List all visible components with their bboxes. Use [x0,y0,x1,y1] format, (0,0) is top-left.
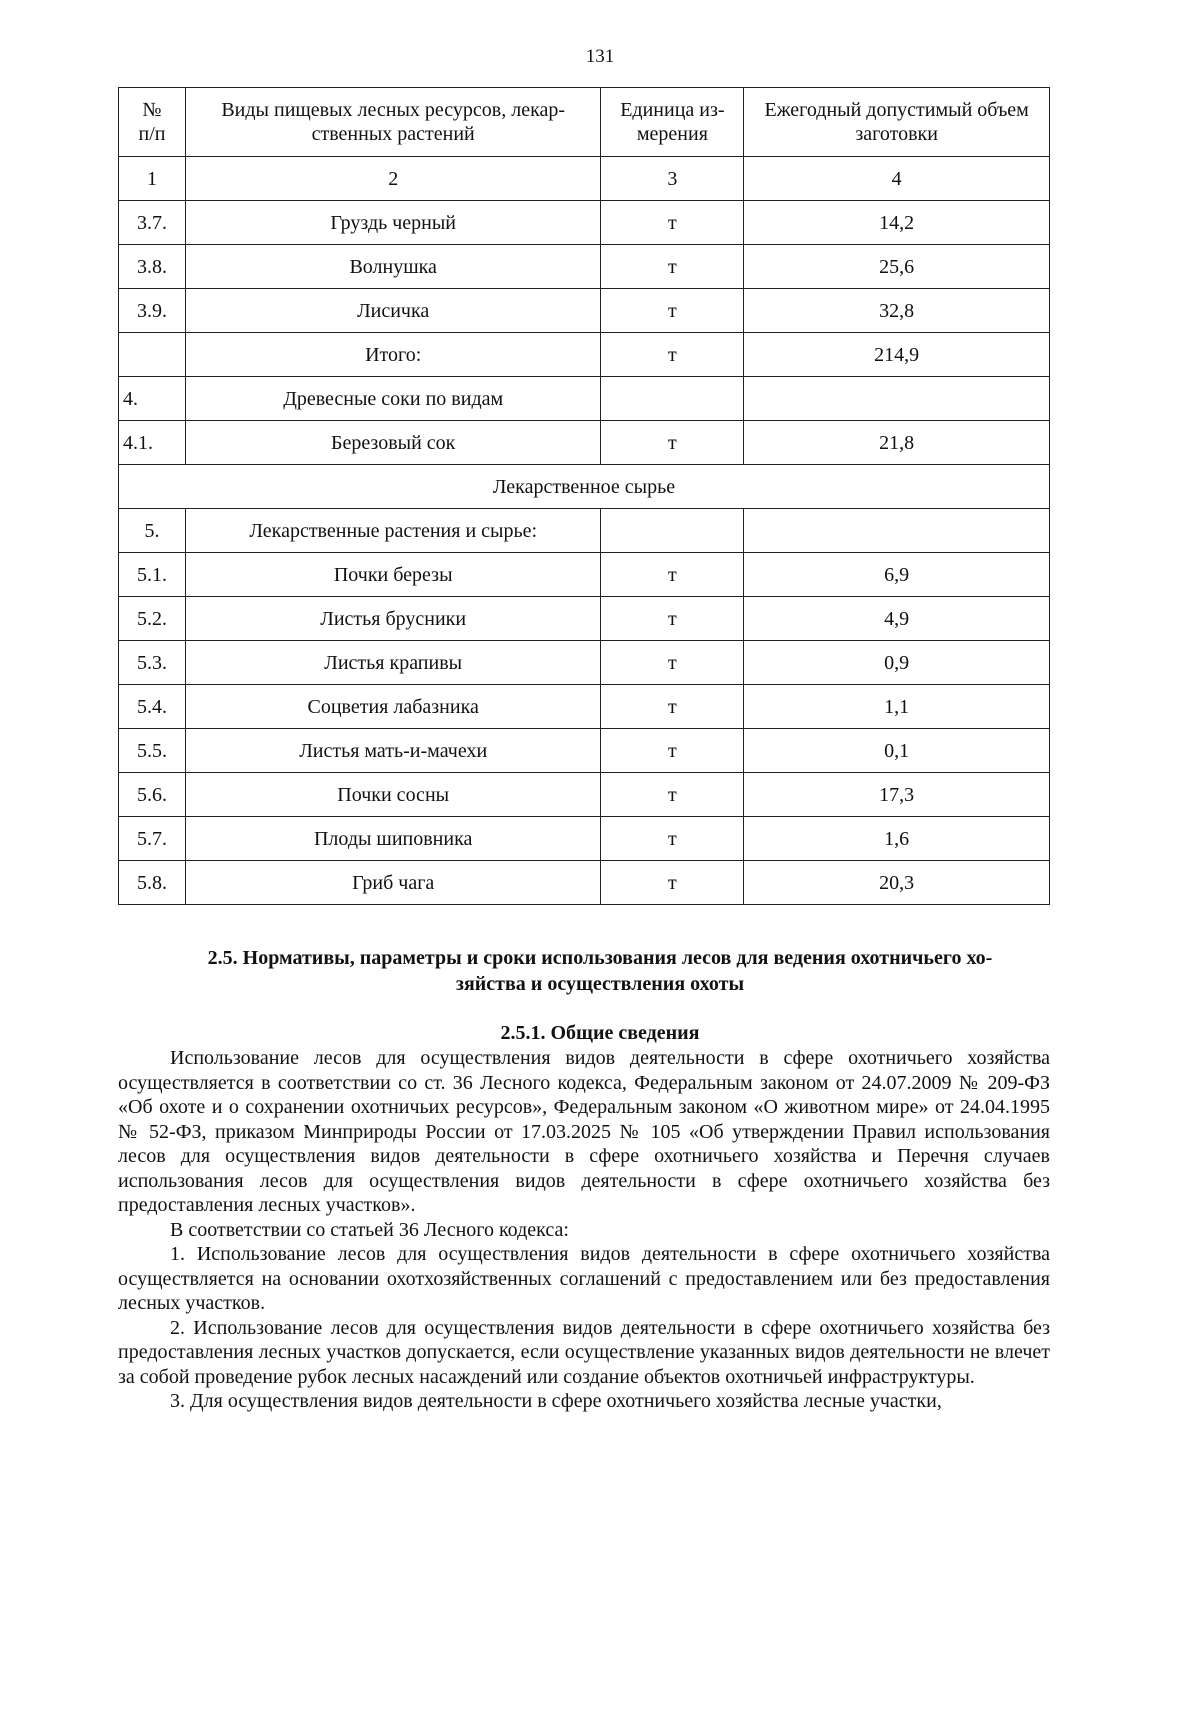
row-name: Волнушка [185,245,601,289]
forest-resources-table [118,87,1050,905]
row-name: Листья крапивы [185,641,601,685]
row-unit: т [601,817,744,861]
row-name: Листья мать-и-мачехи [185,729,601,773]
row-volume: 20,3 [744,861,1050,905]
table-row [119,201,1050,245]
row-number [119,333,186,377]
row-unit [601,509,744,553]
row-name: Древесные соки по видам [185,377,601,421]
table-row [119,421,1050,465]
table-row [119,377,1050,421]
row-unit: т [601,289,744,333]
header-line: Единица из- [620,99,725,121]
row-name: Лисичка [185,289,601,333]
row-name: Почки березы [185,553,601,597]
row-volume: 214,9 [744,333,1050,377]
row-number: 5.2. [119,597,186,641]
row-number: 4. [119,377,186,421]
table-header-row [119,88,1050,157]
paragraph: 3. Для осуществления видов деятельности в сфере охотничьего хозяйства лесные участки, [170,1390,942,1412]
paragraph: В соответствии со статьей 36 Лесного кодекса: [170,1218,569,1241]
table-row [119,773,1050,817]
row-number: 5.8. [119,861,186,905]
row-unit: т [601,201,744,245]
row-unit: т [601,641,744,685]
header-resource-type [185,88,601,157]
row-volume: 0,9 [744,641,1050,685]
row-unit: т [601,729,744,773]
table-row [119,817,1050,861]
table-row [119,245,1050,289]
column-number: 4 [744,157,1050,201]
table-row [119,729,1050,773]
row-name: Итого: [185,333,601,377]
header-unit [601,88,744,157]
row-number: 5. [119,509,186,553]
header-line: п/п [138,123,166,145]
column-number-row [119,157,1050,201]
row-unit: т [601,245,744,289]
table-row [119,289,1050,333]
column-number: 3 [601,157,744,201]
table-row [119,553,1050,597]
section-heading-line: зяйства и осуществления охоты [455,973,745,995]
row-volume: 6,9 [744,553,1050,597]
row-number: 5.7. [119,817,186,861]
paragraph: 1. Использование лесов для осуществления видов деятельности в сфере охотничьего хозяйства осуществляется на основании охотхозяйственных соглашений с предоставлением или без предоставления лесных участков. [118,1243,1050,1314]
body-text [118,1046,1050,1414]
row-volume: 0,1 [744,729,1050,773]
row-name: Почки сосны [185,773,601,817]
table-row [119,641,1050,685]
row-unit: т [601,553,744,597]
paragraph: Использование лесов для осуществления видов деятельности в сфере охотничьего хозяйства осуществляется в соответствии со ст. 36 Лесного кодекса, Федеральным законом от 24.07.2009 № 209-ФЗ «Об охоте и о сохранении охотничьих ресурсов», Федеральным законом «О животном мире» от 24.04.1995 № 52-ФЗ, приказом Минприроды России от 17.03.2025 № 105 «Об утверждении Правил использования лесов для осуществления видов деятельности в сфере охотничьего хозяйства и Перечня случаев использования лесов для осуществления видов деятельности в сфере охотничьего хозяйства без предоставления лесных участков». [118,1047,1050,1216]
row-number: 3.8. [119,245,186,289]
header-line: ственных растений [311,123,475,145]
row-unit: т [601,333,744,377]
row-name: Листья брусники [185,597,601,641]
row-unit: т [601,685,744,729]
section-row [119,465,1050,509]
row-number: 3.9. [119,289,186,333]
paragraph: 2. Использование лесов для осуществления видов деятельности в сфере охотничьего хозяйства без предоставления лесных участков допускается, если осуществление указанных видов деятельности не влечет за собой проведение рубок лесных насаждений или создание объектов охотничьей инфраструктуры. [118,1316,1050,1388]
table-row [119,861,1050,905]
row-number: 5.3. [119,641,186,685]
row-volume: 14,2 [744,201,1050,245]
row-unit: т [601,597,744,641]
total-row [119,333,1050,377]
header-line: Виды пищевых лесных ресурсов, лекар- [221,99,566,121]
row-volume: 32,8 [744,289,1050,333]
row-number: 5.5. [119,729,186,773]
row-number: 5.1. [119,553,186,597]
row-volume: 4,9 [744,597,1050,641]
row-volume [744,377,1050,421]
header-line: заготовки [855,123,938,145]
row-number: 3.7. [119,201,186,245]
row-number: 5.6. [119,773,186,817]
table-row [119,685,1050,729]
subsection-heading: 2.5.1. Общие сведения [500,1022,700,1044]
section-heading-line: 2.5. Нормативы, параметры и сроки использования лесов для ведения охотничьего хо- [207,947,993,969]
row-volume [744,509,1050,553]
header-number [119,88,186,157]
row-name: Соцветия лабазника [185,685,601,729]
row-volume: 21,8 [744,421,1050,465]
row-unit [601,377,744,421]
row-name: Березовый сок [185,421,601,465]
header-annual-volume [744,88,1050,157]
row-name: Лекарственные растения и сырье: [185,509,601,553]
page-number: 131 [585,46,615,67]
row-name: Плоды шиповника [185,817,601,861]
section-heading [150,945,1050,997]
row-name: Груздь черный [185,201,601,245]
row-number: 4.1. [119,421,186,465]
row-number: 5.4. [119,685,186,729]
section-title: Лекарственное сырье [119,465,1050,509]
row-unit: т [601,861,744,905]
column-number: 2 [185,157,601,201]
row-volume: 1,1 [744,685,1050,729]
header-line: мерения [636,123,708,145]
row-unit: т [601,421,744,465]
table-row [119,597,1050,641]
header-line: Ежегодный допустимый объем [764,99,1029,121]
row-volume: 17,3 [744,773,1050,817]
row-name: Гриб чага [185,861,601,905]
header-line: № [142,99,162,121]
table-row [119,509,1050,553]
row-volume: 25,6 [744,245,1050,289]
row-unit: т [601,773,744,817]
row-volume: 1,6 [744,817,1050,861]
column-number: 1 [119,157,186,201]
